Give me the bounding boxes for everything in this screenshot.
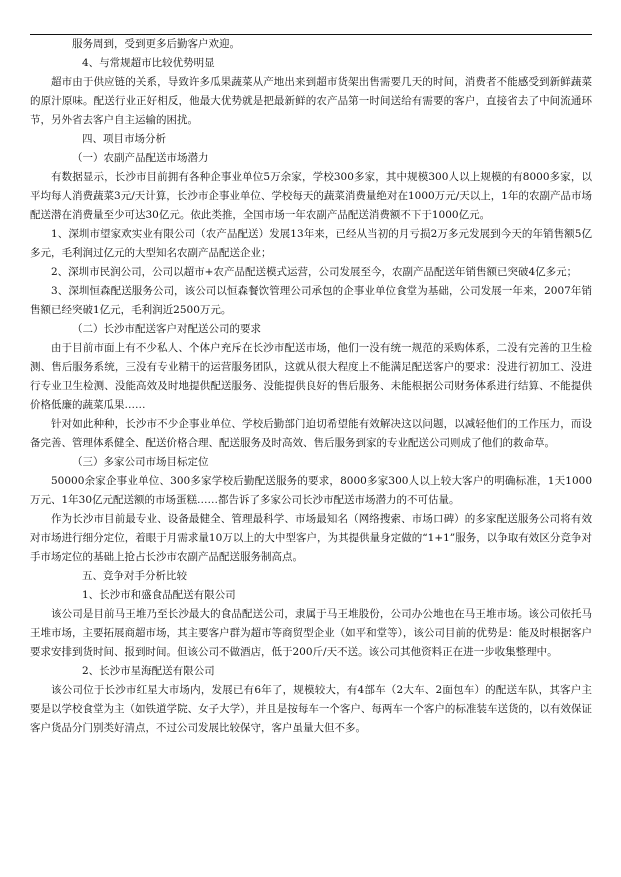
subsection-heading: 2、长沙市星海配送有限公司 (82, 665, 215, 677)
paragraph: 2、深圳市民润公司，公司以超市+农产品配送模式运营，公司发展至今，农副产品配送年销售额已突破4亿多元； (51, 266, 578, 278)
paragraph: 超市由于供应链的关系，导致许多瓜果蔬菜从产地出来到超市货架出售需要几天的时间，消费者不能感受到新鲜蔬菜的原汁原味。配送行业正好相反，他最大优势就是把最新鲜的农产品第一时间送给有需要的客户，直接省去了中间流通环节，另外省去客户自主运输的困扰。 (30, 76, 592, 126)
paragraph: 针对如此种种，长沙市不少企事业单位、学校后勤部门迫切希望能有效解决这以问题，以减轻他们的工作压力，而设备完善、管理体系健全、配送价格合理、配送服务及时高效、售后服务到家的专业配送公司则成了他们的救命草。 (30, 418, 592, 449)
paragraph: 有数据显示，长沙市目前拥有各种企事业单位5万余家，学校300多家，其中规模300人以上规模的有8000多家，以平均每人消费蔬菜3元/天计算，长沙市企事业单位、学校每天的蔬菜消费量绝对在1000万元/天以上，1年的农副产品市场配送潜在消费量至少可达30亿元。依此类推，全国市场一年农副产品配送消费额不下于1000亿元。 (30, 171, 592, 221)
paragraph: 作为长沙市目前最专业、设备最健全、管理最科学、市场最知名（网络搜索、市场口碑）的多家配送服务公司将有效对市场进行细分定位，着眼于月需求量10万以上的大中型客户，为其提供量身定做的“1+1”服务，以争取有效区分竞争对手市场定位的基础上抢占长沙市农副产品配送服务制高点。 (30, 513, 592, 563)
paragraph: 该公司位于长沙市红星大市场内，发展已有6年了，规模较大，有4部车（2大车、2面包车）的配送车队，其客户主要是以学校食堂为主（如铁道学院、女子大学），并且是按每车一个客户、每两车一个客户的标准装车送货的，以有效保证客户货品分门别类好清点，不过公司发展比较保守，客户虽量大但不多。 (30, 684, 592, 734)
section-heading: 4、与常规超市比较优势明显 (82, 57, 215, 69)
paragraph: 50000余家企事业单位、300多家学校后勤配送服务的要求，8000多家300人以上较大客户的明确标准，1天1000万元、1年30亿元配送额的市场蛋糕……都告诉了多家公司长沙市配送市场潜力的不可估量。 (30, 475, 592, 506)
paragraph: 1、深圳市望家欢实业有限公司（农产品配送）发展13年来，已经从当初的月亏损2万多元发展到今天的年销售额5亿多元，毛利润过亿元的大型知名农副产品配送企业； (30, 228, 592, 259)
document-body (30, 35, 592, 738)
section-heading: 四、项目市场分析 (82, 133, 166, 145)
subsection-heading: （三）多家公司市场目标定位 (72, 456, 209, 468)
section-heading: 五、竞争对手分析比较 (82, 570, 187, 582)
subsection-heading: （二）长沙市配送客户对配送公司的要求 (72, 323, 261, 335)
paragraph: 3、深圳恒森配送服务公司，该公司以恒森餐饮管理公司承包的企事业单位食堂为基础，公司发展一年来，2007年销售额已经突破1亿元，毛利润近2500万元。 (30, 285, 592, 316)
subsection-heading: 1、长沙市和盛食品配送有限公司 (82, 589, 236, 601)
paragraph: 由于目前市面上有不少私人、个体户充斥在长沙市配送市场，他们一没有统一规范的采购体系，二没有完善的卫生检测、售后服务系统，三没有专业精干的运营服务团队，这就从很大程度上不能满足配送客户的要求：没进行初加工、没进行专业卫生检测、没能高效及时地提供配送服务、没能提供良好的售后服务、未能根据公司财务体系进行结算、不能提供价格低廉的蔬菜瓜果…… (30, 342, 592, 411)
paragraph: 该公司是目前马王堆乃至长沙最大的食品配送公司，隶属于马王堆股份，公司办公地也在马王堆市场。该公司依托马王堆市场，主要拓展商超市场，其主要客户群为超市等商贸型企业（如平和堂等），该公司目前的优势是：能及时根据客户要求安排到货时间、报到时间。但该公司不做酒店，低于200斤/天不送。该公司其他资料正在进一步收集整理中。 (30, 608, 592, 658)
subsection-heading: （一）农副产品配送市场潜力 (72, 152, 209, 164)
paragraph: 服务周到，受到更多后勤客户欢迎。 (72, 38, 240, 50)
